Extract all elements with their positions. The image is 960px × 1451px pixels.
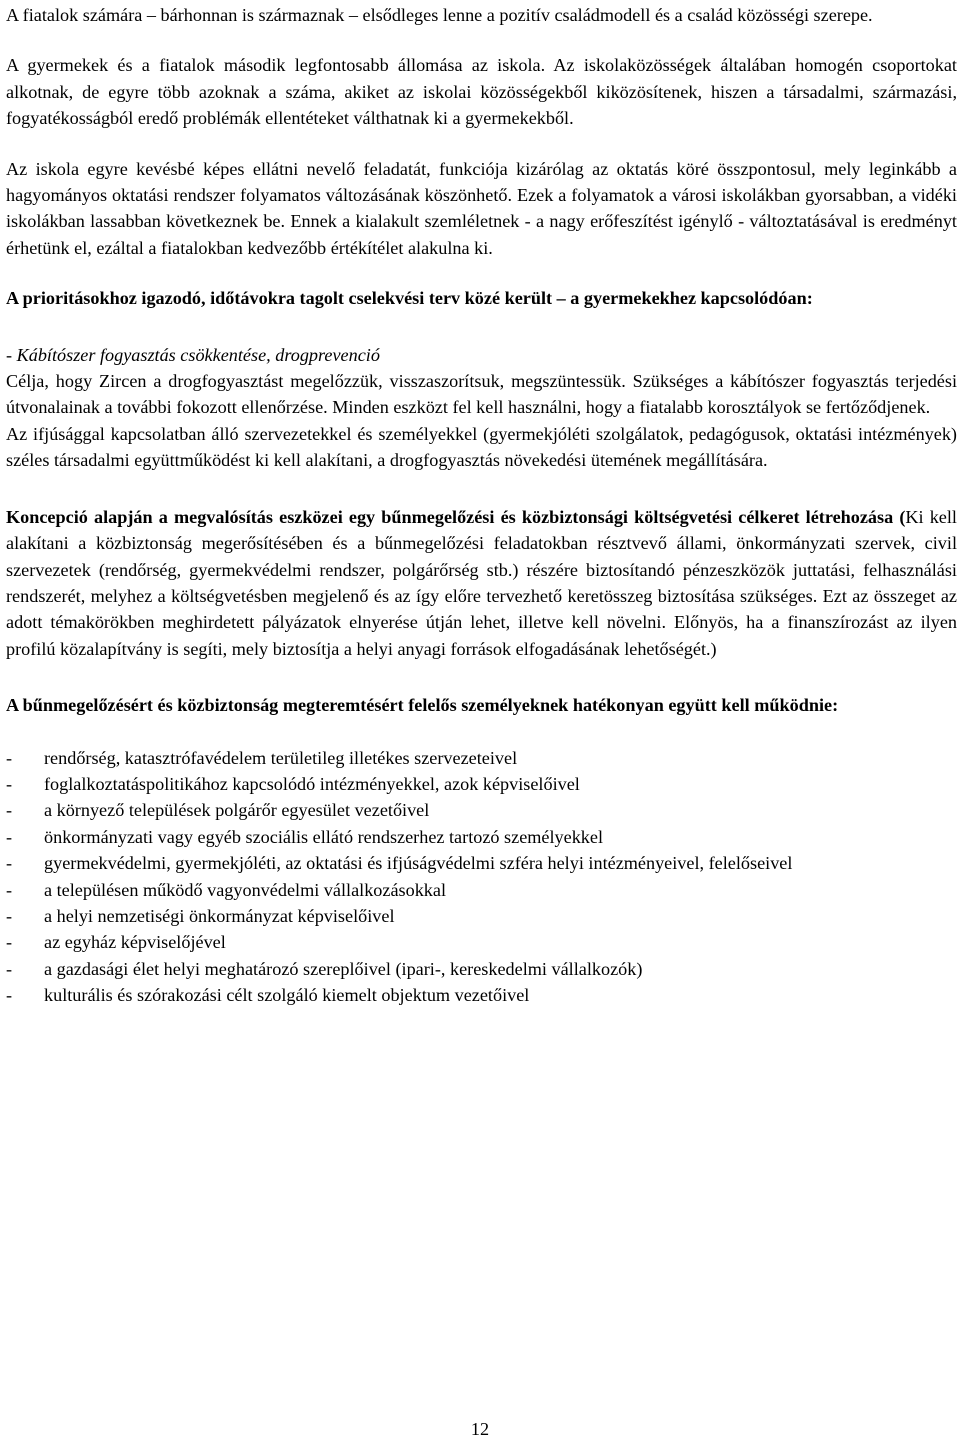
concept-paragraph	[6, 504, 957, 662]
action-plan-heading: A prioritásokhoz igazodó, időtávokra tagolt cselekvési terv közé került – a gyermekekhez kapcsolódóan:	[6, 288, 813, 309]
list-item-text: a helyi nemzetiségi önkormányzat képviselőivel	[44, 905, 395, 926]
cooperation-list	[6, 745, 957, 1009]
list-item	[6, 982, 957, 1008]
drug-prevention-goal: Célja, hogy Zircen a drogfogyasztást megelőzzük, visszaszorítsuk, megszüntessük. Szükséges a kábítószer fogyasztás terjedési útvonalainak a további fokozott ellenőrzése. Minden eszközt fel kell használni, hogy a fiatalabb korosztályok se fertőződjenek.	[6, 371, 957, 418]
spacer	[6, 662, 957, 692]
list-item-text: a környező települések polgárőr egyesület vezetőivel	[44, 800, 430, 821]
drug-prevention-cooperation: Az ifjúsággal kapcsolatban álló szervezetekkel és személyekkel (gyermekjóléti szolgálatok, pedagógusok, oktatási intézmények) széles társadalmi együttműködést ki kell alakítani, a drogfogyasztás növekedési ütemének megállítására.	[6, 423, 957, 471]
list-item-text: foglalkoztatáspolitikához kapcsolódó intézményekkel, azok képviselőivel	[44, 773, 580, 794]
paragraph-family-model: A fiatalok számára – bárhonnan is származnak – elsődleges lenne a pozitív családmodell és a család közösségi szerepe.	[6, 5, 873, 25]
list-item	[6, 877, 957, 903]
spacer	[6, 474, 957, 504]
spacer	[6, 719, 957, 745]
list-item	[6, 850, 957, 876]
spacer	[6, 261, 957, 285]
list-item	[6, 929, 957, 955]
spacer	[6, 132, 957, 156]
list-item-text: rendőrség, katasztrófavédelem területileg illetékes szervezeteivel	[44, 747, 518, 768]
cooperation-heading: A bűnmegelőzésért és közbiztonság megteremtésért felelős személyeknek hatékonyan együtt kell működnie:	[6, 695, 839, 716]
dash-marker: -	[6, 853, 13, 874]
drug-prevention-subheading: - Kábítószer fogyasztás csökkentése, drogprevenció	[6, 344, 380, 365]
spacer	[6, 28, 957, 52]
dash-marker: -	[6, 773, 13, 794]
paragraph-school-communities: A gyermekek és a fiatalok második legfontosabb állomása az iskola. Az iskolaközösségek általában homogén csoportokat alkotnak, de egyre több azoknak a száma, akiket az iskolai közösségekből kiközösítenek, hiszen a társadalmi, származási, fogyatékosságból eredő problémák ellentéteket válthatnak ki a gyermekekből.	[6, 55, 957, 129]
list-item-text: gyermekvédelmi, gyermekjóléti, az oktatási és ifjúságvédelmi szféra helyi intézményeivel, felelőseivel	[44, 853, 793, 874]
dash-marker: -	[6, 879, 13, 900]
list-item-text: kulturális és szórakozási célt szolgáló kiemelt objektum vezetőivel	[44, 985, 530, 1006]
list-item	[6, 797, 957, 823]
dash-marker: -	[6, 747, 13, 768]
dash-marker: -	[6, 826, 13, 847]
document-page	[6, 2, 957, 1009]
list-item-text: a településen működő vagyonvédelmi vállalkozásokkal	[44, 879, 447, 900]
dash-marker: -	[6, 985, 13, 1006]
dash-marker: -	[6, 905, 13, 926]
dash-marker: -	[6, 932, 13, 953]
concept-bold-lead: Koncepció alapján a megvalósítás eszközei egy bűnmegelőzési és közbiztonsági költségvetési célkeret létrehozása (	[6, 506, 906, 527]
list-item	[6, 824, 957, 850]
list-item-text: az egyház képviselőjével	[44, 932, 226, 953]
paragraph-school-role: Az iskola egyre kevésbé képes ellátni nevelő feladatát, funkciója kizárólag az oktatás köré összpontosul, mely leginkább a hagyományos oktatási rendszer folyamatos változásának köszönhető. Ezek a folyamatok a városi iskolákban gyorsabban, a vidéki iskolákban lassabban következnek be. Ennek a kialakult szemléletnek - a nagy erőfeszítést igénylő - változtatásával is eredményt érhetünk el, ezáltal a fiatalokban kedvezőbb értékítélet alakulna ki.	[6, 158, 957, 258]
list-item-text: önkormányzati vagy egyéb szociális ellátó rendszerhez tartozó személyekkel	[44, 826, 604, 847]
dash-marker: -	[6, 800, 13, 821]
page-number: 12	[470, 1419, 490, 1439]
list-item-text: a gazdasági élet helyi meghatározó szereplőivel (ipari-, kereskedelmi vállalkozók)	[44, 958, 643, 979]
spacer	[6, 312, 957, 342]
concept-text: Ki kell alakítani a közbiztonság megerősítésében és a bűnmegelőzési feladatokban résztvevő állami, önkormányzati szervek, civil szervezetek (rendőrség, gyermekvédelmi rendszer, polgárőrség stb.) részére biztosítandó pénzeszközök juttatási, felhasználási rendszerét, melyhez a költségvetésben megjelenő és az így előre tervezhető keretösszeg biztosítása szükséges. Ezt az összeget az adott témakörökben meghirdetett pályázatok elnyerése útján lehet, illetve kell növelni. Előnyös, ha a finanszírozást az ilyen profilú közalapítvány is segíti, mely biztosítja a helyi anyagi források elfogadásának lehetőségét.)	[6, 506, 957, 659]
list-item	[6, 956, 957, 982]
list-item	[6, 771, 957, 797]
list-item	[6, 745, 957, 771]
list-item	[6, 903, 957, 929]
dash-marker: -	[6, 958, 13, 979]
